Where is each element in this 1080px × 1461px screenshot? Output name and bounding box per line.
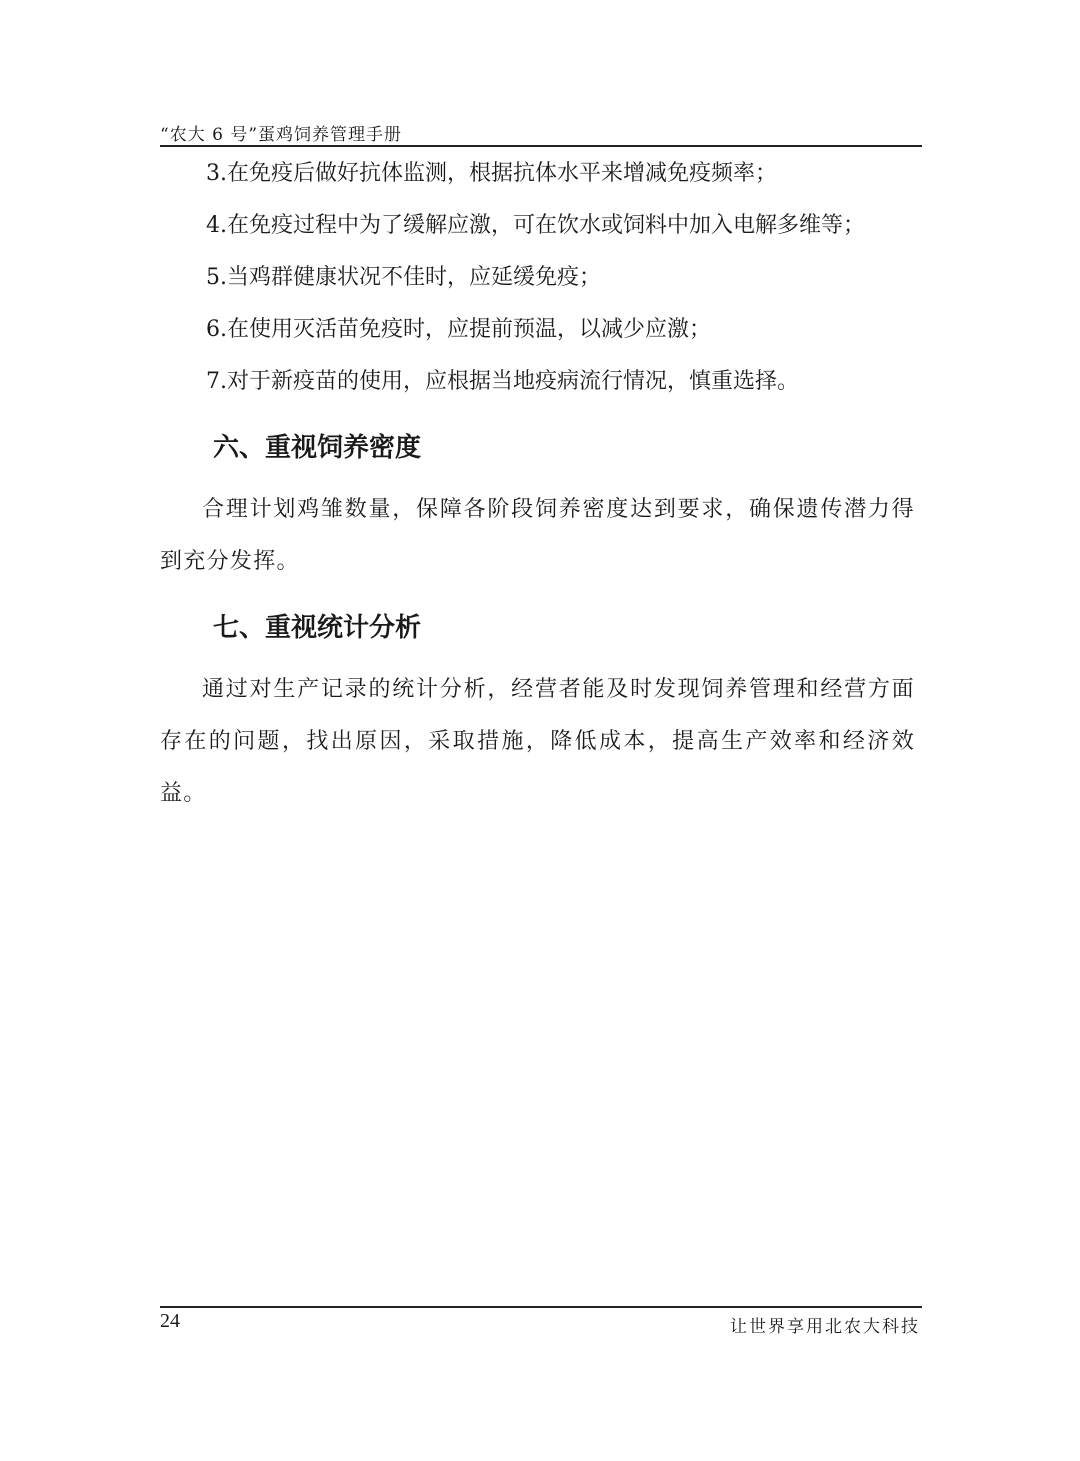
header-divider: [160, 145, 922, 147]
page-number: 24: [160, 1310, 180, 1332]
list-item: 4.在免疫过程中为了缓解应激，可在饮水或饲料中加入电解多维等；: [206, 213, 865, 238]
section-paragraph: 合理计划鸡雏数量，保障各阶段饲养密度达到要求，确保遗传潜力得到充分发挥。: [160, 497, 915, 574]
list-item: 7.对于新疫苗的使用，应根据当地疫病流行情况，慎重选择。: [206, 369, 799, 394]
list-item: 5.当鸡群健康状况不佳时，应延缓免疫；: [206, 265, 601, 290]
list-item: 3.在免疫后做好抗体监测，根据抗体水平来增减免疫频率；: [206, 161, 777, 186]
section-heading: 七、重视统计分析: [213, 613, 422, 643]
running-header: “农大 6 号”蛋鸡饲养管理手册: [160, 125, 403, 145]
section-paragraph: 通过对生产记录的统计分析，经营者能及时发现饲养管理和经营方面存在的问题，找出原因，采取措施，降低成本，提高生产效率和经济效益。: [160, 677, 915, 806]
page-body: [160, 148, 915, 820]
footer-divider: [160, 1306, 922, 1308]
list-item: 6.在使用灭活苗免疫时，应提前预温，以减少应激；: [206, 317, 711, 342]
footer-slogan: 让世界享用北农大科技: [730, 1317, 920, 1337]
section-heading: 六、重视饲养密度: [213, 433, 422, 463]
